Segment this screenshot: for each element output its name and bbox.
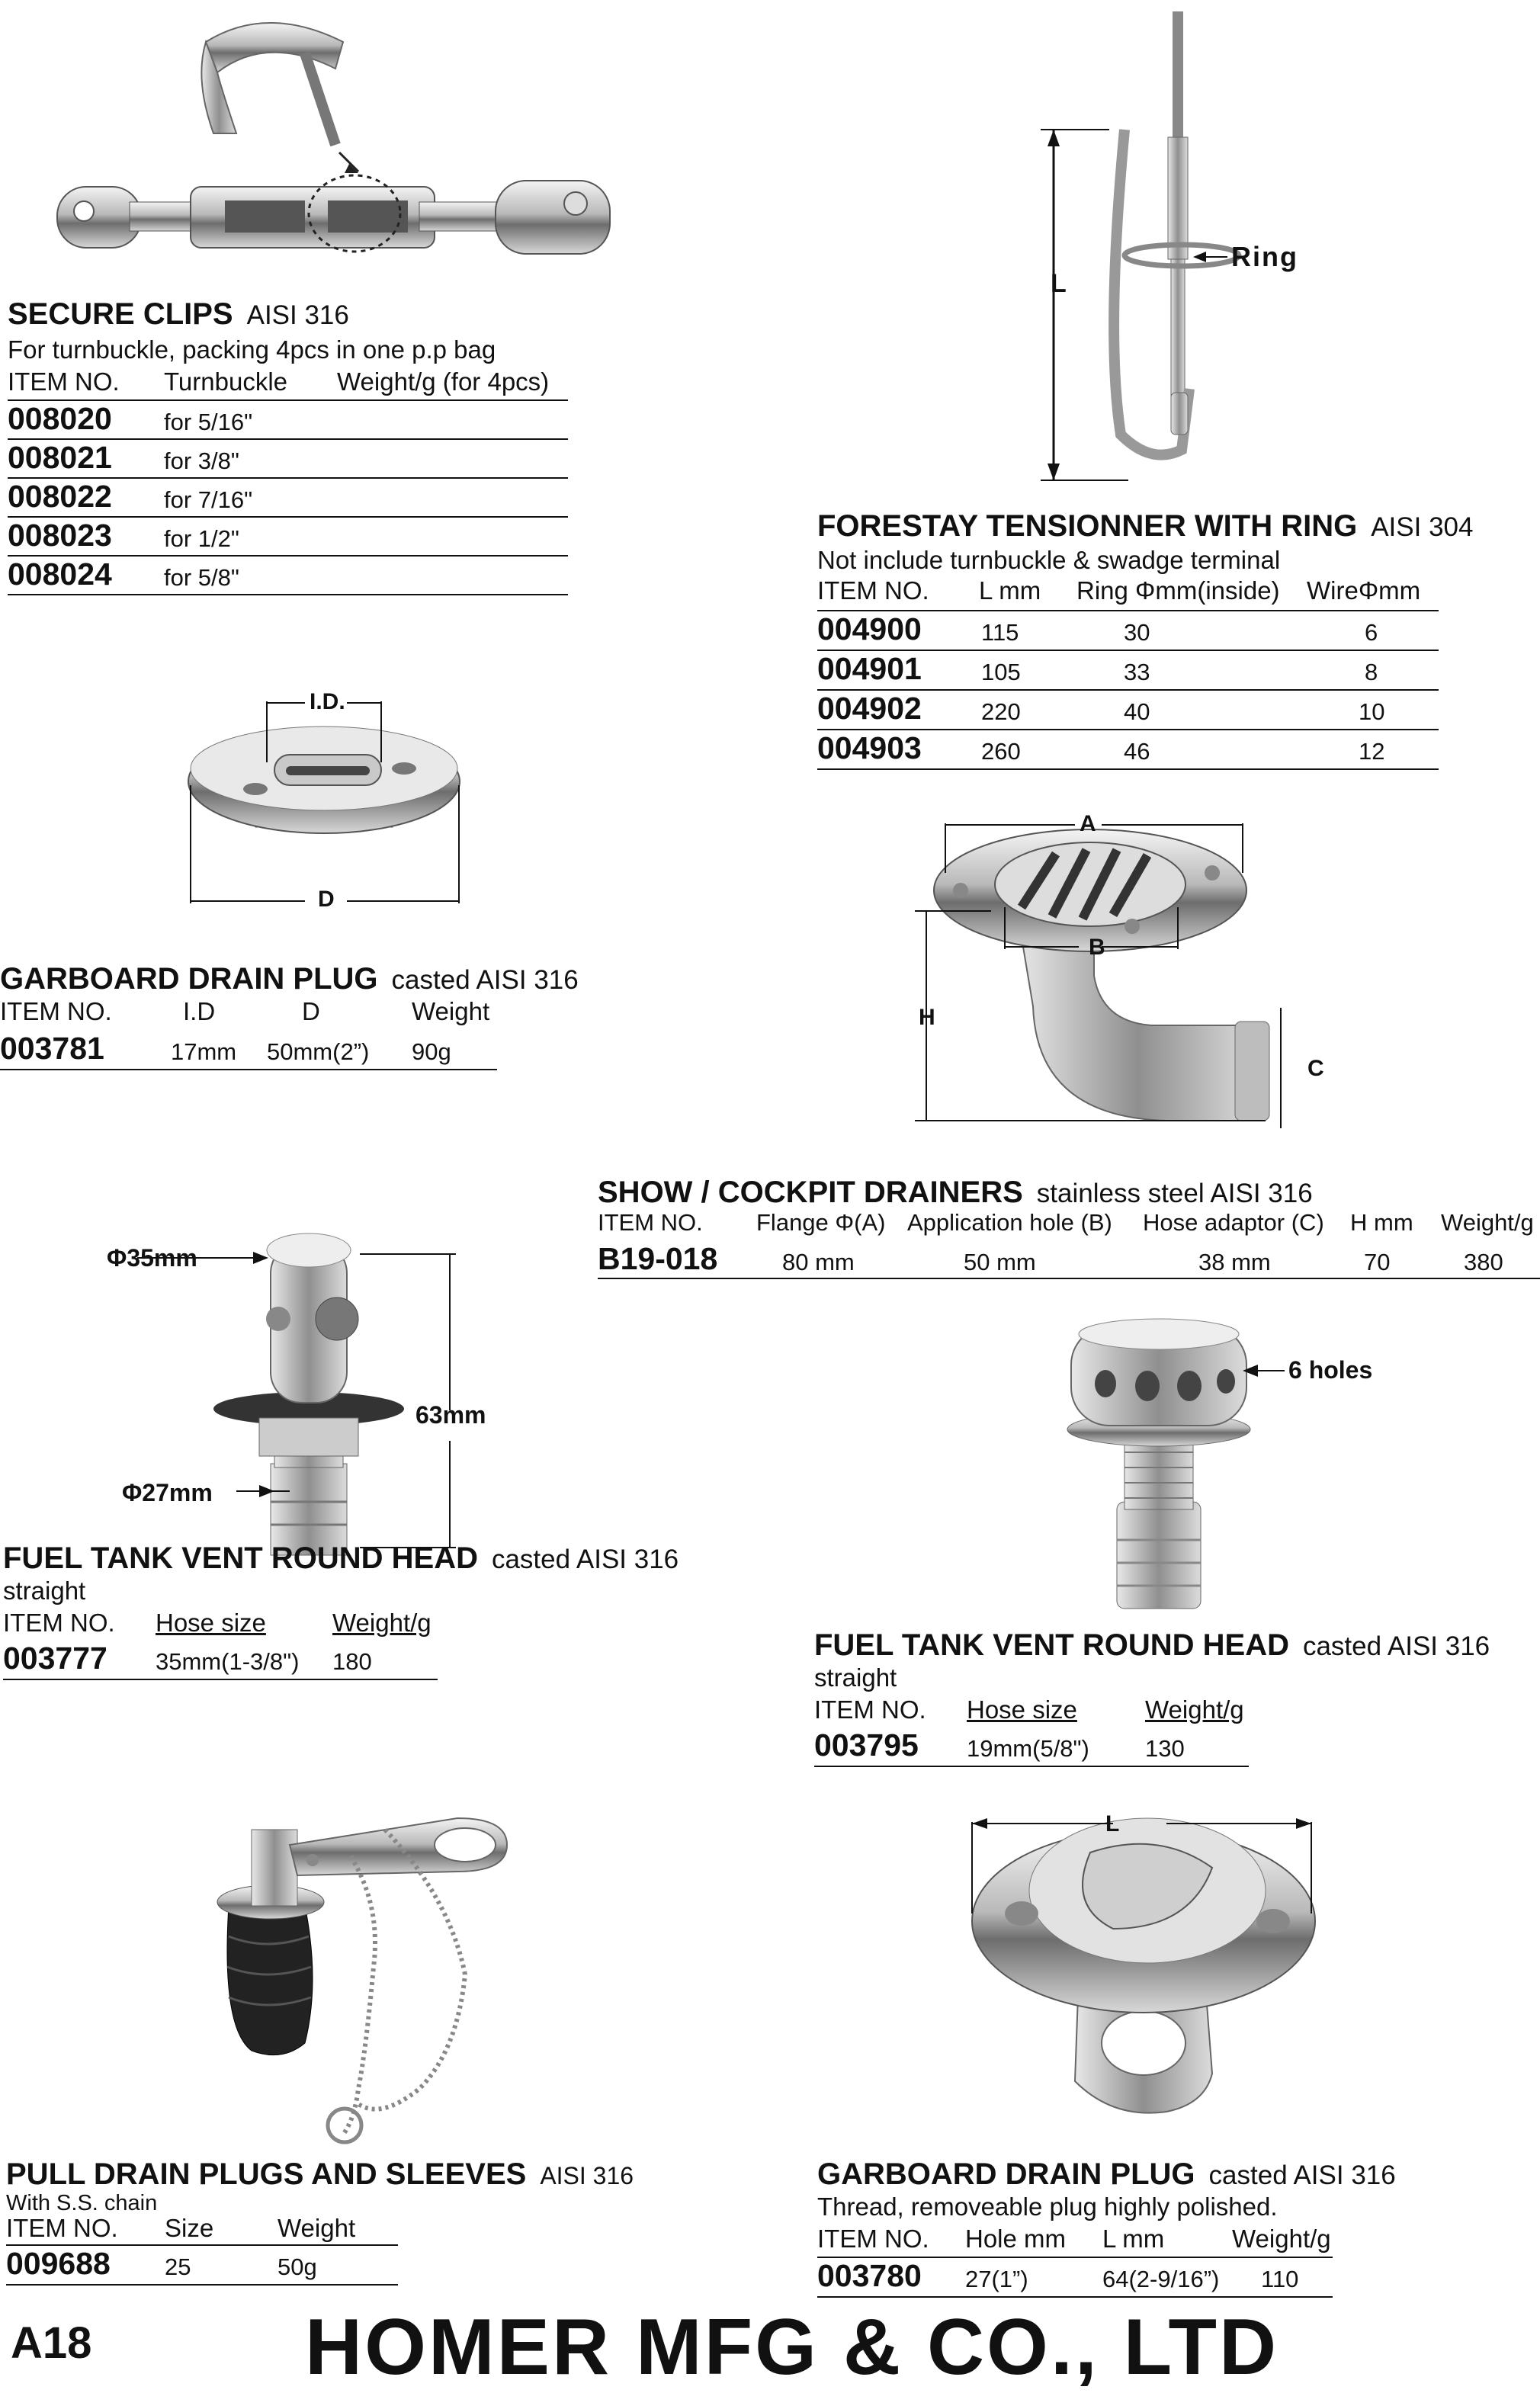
garboard1-id-label: I.D. [310,689,345,714]
header-weight: Weight/g [1232,2225,1331,2253]
header-item-no: ITEM NO. [3,1609,115,1637]
weight-value: 110 [1261,2266,1299,2292]
table-row [817,691,1439,730]
cockpit-table-header [598,1209,1540,1241]
hose-size-value: 19mm(5/8") [967,1735,1089,1762]
ring-mm: 40 [1124,698,1150,725]
header-item-no: ITEM NO. [814,1695,926,1724]
company-name: HOMER MFG & CO., LTD [305,2303,1279,2391]
item-code: 008023 [8,518,112,553]
fuel-vent-2-image [1052,1304,1449,1624]
header-item-no: ITEM NO. [0,997,112,1025]
garboard2-l-label: L [1105,1811,1120,1836]
turnbuckle-size: for 5/8" [164,564,239,591]
vent1-title [3,1541,679,1576]
l-mm: 260 [981,738,1021,765]
wire-mm: 12 [1359,738,1385,765]
turnbuckle-size: for 1/2" [164,525,239,552]
header-item-no: ITEM NO. [598,1209,703,1236]
turnbuckle-size: for 5/16" [164,409,253,435]
secure-clips-name: SECURE CLIPS [8,297,233,331]
header-id: I.D [183,997,216,1025]
header-item-no: ITEM NO. [8,367,120,396]
garboard1-table [0,997,497,1070]
header-weight: Weight/g [1441,1209,1534,1236]
garboard1-title [0,962,579,996]
table-row [814,1727,1249,1767]
secure-clips-table-header [8,367,568,401]
vent2-description: straight [814,1663,897,1692]
wire-mm: 10 [1359,698,1385,725]
pull-drain-table-header [6,2214,398,2246]
cockpit-h-label: H [919,1005,935,1030]
hole-value: 50 mm [964,1249,1036,1275]
garboard1-d-label: D [318,887,335,912]
vent2-title [814,1628,1490,1663]
vent1-material: casted AISI 316 [491,1545,679,1574]
garboard2-table-header [817,2225,1333,2258]
garboard1-name: GARBOARD DRAIN PLUG [0,962,378,996]
pull-drain-table [6,2214,398,2286]
garboard2-description: Thread, removeable plug highly polished. [817,2193,1278,2221]
pull-drain-material: AISI 316 [540,2162,634,2189]
header-weight: Weight [412,997,490,1025]
l-mm: 115 [981,619,1019,646]
flange-value: 80 mm [782,1249,855,1275]
header-l: L mm [1102,2225,1165,2253]
header-item-no: ITEM NO. [6,2214,118,2242]
page-number: A18 [11,2318,92,2368]
header-weight: Weight/g (for 4pcs) [337,367,550,396]
weight-value: 130 [1145,1735,1185,1762]
table-row [817,730,1439,770]
secure-clip-turnbuckle-image [38,11,640,263]
table-row [598,1241,1540,1279]
turnbuckle-size: for 3/8" [164,447,239,474]
vent1-description: straight [3,1577,86,1605]
garboard-drain-plug-image [183,686,473,915]
table-row [6,2246,398,2286]
cockpit-title [598,1176,1313,1210]
forestay-table [817,576,1439,770]
header-item-no: ITEM NO. [817,2225,929,2253]
secure-clips-material: AISI 316 [246,300,349,330]
ring-mm: 33 [1124,659,1150,685]
size-value: 25 [165,2253,191,2280]
garboard-drain-plug-2-image [961,1799,1327,2119]
weight-value: 90g [412,1038,451,1065]
secure-clips-table [8,367,568,595]
hole-value: 27(1”) [965,2266,1028,2292]
hose-value: 38 mm [1198,1249,1271,1275]
header-flange: Flange Φ(A) [756,1209,886,1236]
item-code: 008022 [8,479,112,514]
table-row [8,557,568,595]
garboard2-name: GARBOARD DRAIN PLUG [817,2157,1195,2191]
item-code: 004900 [817,611,922,646]
wire-mm: 8 [1365,659,1378,685]
forestay-l-label: L [1051,269,1067,298]
vent2-material: casted AISI 316 [1302,1631,1490,1661]
header-turnbuckle: Turnbuckle [164,367,288,396]
header-ring: Ring Φmm(inside) [1076,576,1280,605]
item-code: 003780 [817,2258,922,2293]
ring-mm: 30 [1124,619,1150,646]
cockpit-material: stainless steel AISI 316 [1036,1179,1313,1208]
cockpit-b-label: B [1089,935,1105,960]
wire-mm: 6 [1365,619,1378,646]
garboard2-material: casted AISI 316 [1208,2160,1396,2190]
forestay-name: FORESTAY TENSIONNER WITH RING [817,509,1358,543]
header-item-no: ITEM NO. [817,576,929,605]
d-value: 50mm(2”) [267,1038,370,1065]
cockpit-table [598,1209,1540,1279]
id-value: 17mm [171,1038,237,1065]
item-code: 004903 [817,730,922,765]
item-code: 008020 [8,401,112,436]
vent1-name: FUEL TANK VENT ROUND HEAD [3,1541,478,1575]
secure-clips-title [8,297,349,332]
header-weight: Weight [278,2214,356,2242]
weight-value: 180 [332,1648,372,1675]
header-d: D [302,997,320,1025]
cockpit-name: SHOW / COCKPIT DRAINERS [598,1176,1023,1209]
l-value: 64(2-9/16”) [1102,2266,1220,2292]
weight-value: 380 [1464,1249,1503,1275]
header-hose-size: Hose size [156,1609,266,1637]
header-hose-adaptor: Hose adaptor (C) [1143,1209,1324,1236]
header-wire: WireΦmm [1307,576,1421,605]
forestay-material: AISI 304 [1371,512,1474,542]
header-weight: Weight/g [332,1609,432,1637]
item-code: 009688 [6,2246,111,2281]
table-row [8,518,568,557]
item-code: 003777 [3,1641,107,1676]
vent2-table-header [814,1695,1249,1727]
cockpit-a-label: A [1080,811,1096,836]
table-row [817,2258,1333,2298]
garboard2-table [817,2225,1333,2298]
h-value: 70 [1364,1249,1391,1275]
item-code: 008021 [8,440,112,475]
table-row [817,651,1439,691]
pull-drain-name: PULL DRAIN PLUGS AND SLEEVES [6,2157,527,2191]
forestay-table-header [817,576,1439,611]
l-mm: 220 [981,698,1021,725]
hose-size-value: 35mm(1-3/8") [156,1648,300,1675]
turnbuckle-size: for 7/16" [164,486,253,513]
item-code: B19-018 [598,1241,718,1276]
item-code: 003795 [814,1727,919,1763]
cockpit-c-label: C [1307,1056,1324,1081]
header-application-hole: Application hole (B) [907,1209,1112,1236]
table-row [8,440,568,479]
table-row [817,611,1439,651]
table-row [0,1031,497,1070]
l-mm: 105 [981,659,1021,685]
vent1-top-diameter-label: Φ35mm [107,1244,197,1272]
item-code: 004901 [817,651,922,686]
header-weight: Weight/g [1145,1695,1244,1724]
forestay-title [817,509,1473,544]
table-row [3,1641,438,1680]
garboard1-material: casted AISI 316 [391,965,579,995]
pull-drain-title [6,2157,634,2192]
item-code: 008024 [8,557,112,592]
header-h: H mm [1350,1209,1413,1236]
garboard2-title [817,2157,1396,2192]
cockpit-drainer-image [915,808,1342,1136]
table-row [8,479,568,518]
weight-value: 50g [278,2253,317,2280]
garboard1-table-header [0,997,497,1031]
pull-drain-description: With S.S. chain [6,2191,158,2215]
header-l: L mm [979,576,1041,605]
header-hose-size: Hose size [967,1695,1077,1724]
item-code: 003781 [0,1031,104,1066]
vent2-table [814,1695,1249,1767]
table-row [8,401,568,440]
header-size: Size [165,2214,214,2242]
vent1-table [3,1609,438,1680]
forestay-ring-label: Ring [1231,241,1298,272]
ring-mm: 46 [1124,738,1150,765]
vent2-holes-label: 6 holes [1288,1356,1373,1384]
secure-clips-description: For turnbuckle, packing 4pcs in one p.p bag [8,335,496,364]
forestay-description: Not include turnbuckle & swadge terminal [817,546,1281,574]
vent2-name: FUEL TANK VENT ROUND HEAD [814,1628,1289,1662]
item-code: 004902 [817,691,922,726]
pull-drain-plug-image [206,1799,557,2157]
vent1-table-header [3,1609,438,1641]
vent1-height-label: 63mm [415,1401,486,1429]
fuel-vent-1-image [91,1220,488,1570]
header-hole: Hole mm [965,2225,1067,2253]
vent1-bottom-diameter-label: Φ27mm [122,1479,213,1506]
